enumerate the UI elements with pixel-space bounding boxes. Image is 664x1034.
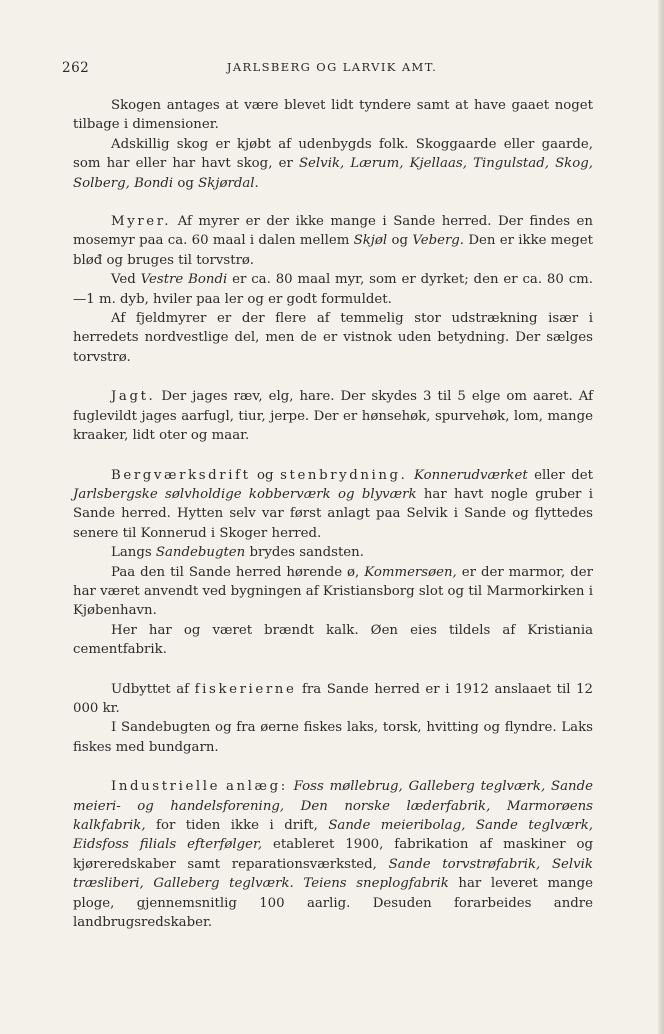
text-run: eller det: [527, 467, 593, 483]
text-run: Af myrer er der ikke mange i Sande herred. Der findes en mosemyr paa ca. 60 maal i dalen mellem: [73, 214, 593, 249]
paragraph: [73, 718, 593, 757]
text-run: fra Sande herred er i 1912 anslaaet til 12 000 kr.: [73, 681, 593, 716]
italic-name: Veberg.: [412, 233, 465, 249]
section-heading: stenbrydning.: [280, 467, 408, 483]
text-run: har havt nogle gruber i Sande herred. Hytten selv var først anlagt paa Selvik i Sande og flyttedes senere til Konnerud i Skoger herred.: [73, 486, 593, 541]
italic-name: Konnerudværket: [414, 467, 528, 483]
text-run: og: [173, 175, 199, 191]
italic-name: Kommersøen,: [364, 564, 457, 580]
text-run: Skogen antages at være blevet lidt tyndere samt at have gaaet noget tilbage i dimensioner.: [73, 98, 593, 133]
text-run: Adskillig skog er kjøbt af udenbygds folk. Skoggaarde eller gaarde, som har eller har havt skog, er: [73, 136, 593, 172]
italic-name: Sandebugten: [155, 545, 246, 561]
page-edge: [658, 0, 664, 1034]
section-heading: Jagt.: [111, 389, 156, 405]
text-run: Ved: [111, 272, 141, 288]
text-run: Her har og været brændt kalk. Øen eies tildels af Kristiania cementfabrik.: [73, 622, 593, 658]
body-text: [73, 96, 593, 932]
text-run: I Sandebugten og fra øerne fiskes laks, torsk, hvitting og flyndre. Laks fiskes med bundgarn.: [73, 720, 593, 755]
paragraph: [73, 466, 593, 544]
paragraph: [73, 135, 593, 193]
section-heading: Bergværksdrift: [111, 467, 251, 483]
paragraph: [73, 563, 593, 621]
paragraph: [73, 96, 593, 135]
text-run: Der jages ræv, elg, hare. Der skydes 3 til 5 elge om aaret. Af fuglevildt jages aarfugl, tiur, jerpe. Der er hønsehøk, spurvehøk, lom, mange kraaker, lidt oter og maar.: [73, 389, 593, 444]
italic-name: Foss møllebrug, Galleberg teglværk, Sande meieri- og handelsforening, Den norske læderfabrik, Marmorøens kalkfabrik,: [73, 779, 593, 833]
section-heading: fiskerierne: [194, 681, 297, 697]
paragraph: [73, 543, 593, 562]
text-run: har leveret mange ploge, gjennemsnitlig 100 aarlig. Desuden forarbeides andre landbrugsredskaber.: [73, 876, 593, 931]
paragraph: [73, 212, 593, 270]
paragraph: [73, 309, 593, 367]
paragraph: [73, 270, 593, 309]
page-number: 262: [62, 60, 90, 76]
text-run: og: [387, 233, 413, 249]
text-run: Langs: [111, 545, 156, 561]
text-run: etableret 1900, fabrikation af maskiner og kjøreredskaber samt reparationsværksted,: [73, 837, 593, 872]
text-run: Paa den til Sande herred hørende ø,: [111, 564, 365, 580]
italic-name: Vestre Bondi: [140, 272, 228, 288]
paragraph: [73, 680, 593, 719]
italic-name: Sande meieribolag, Sande teglværk, Eidsfoss filials efterfølger,: [73, 818, 593, 853]
text-run: for tiden ikke i drift,: [145, 818, 329, 833]
italic-name: Jarlsbergske sølvholdige kobberværk og blyværk: [73, 486, 417, 502]
text-run: er der marmor, der har været anvendt ved bygningen af Kristiansborg slot og til Marmorkirken i Kjøbenhavn.: [73, 564, 593, 619]
italic-name: Skjørdal.: [198, 175, 259, 191]
text-run: og: [250, 467, 281, 483]
italic-name: Sande torvstrøfabrik, Selvik træsliberi, Galleberg teglværk. Teiens sneplogfabrik: [73, 856, 593, 892]
italic-name: Skjøl: [353, 233, 388, 249]
paragraph: [73, 387, 593, 445]
running-title: JARLSBERG OG LARVIK AMT.: [226, 60, 438, 74]
text-run: brydes sandsten.: [245, 545, 364, 561]
text-run: er ca. 80 maal myr, som er dyrket; den er ca. 80 cm.—1 m. dyb, hviler paa ler og er godt formuldet.: [73, 272, 593, 307]
paragraph: [73, 621, 593, 660]
paragraph: [73, 777, 593, 932]
section-heading: Myrer.: [111, 214, 172, 230]
text-run: Udbyttet af: [111, 681, 195, 697]
text-run: Af fjeldmyrer er der flere af temmelig stor udstrækning især i herredets nordvestlige del, men de er vistnok uden betydning. Der sælges torvstrø.: [73, 311, 593, 365]
section-heading: anlæg:: [225, 779, 288, 795]
text-run: Den er ikke meget bløđ og bruges til torvstrø.: [73, 233, 593, 268]
italic-name: Selvik, Lærum, Kjellaas, Tingulstad, Skog, Solberg, Bondi: [73, 156, 593, 191]
section-heading: Industrielle: [111, 779, 221, 795]
